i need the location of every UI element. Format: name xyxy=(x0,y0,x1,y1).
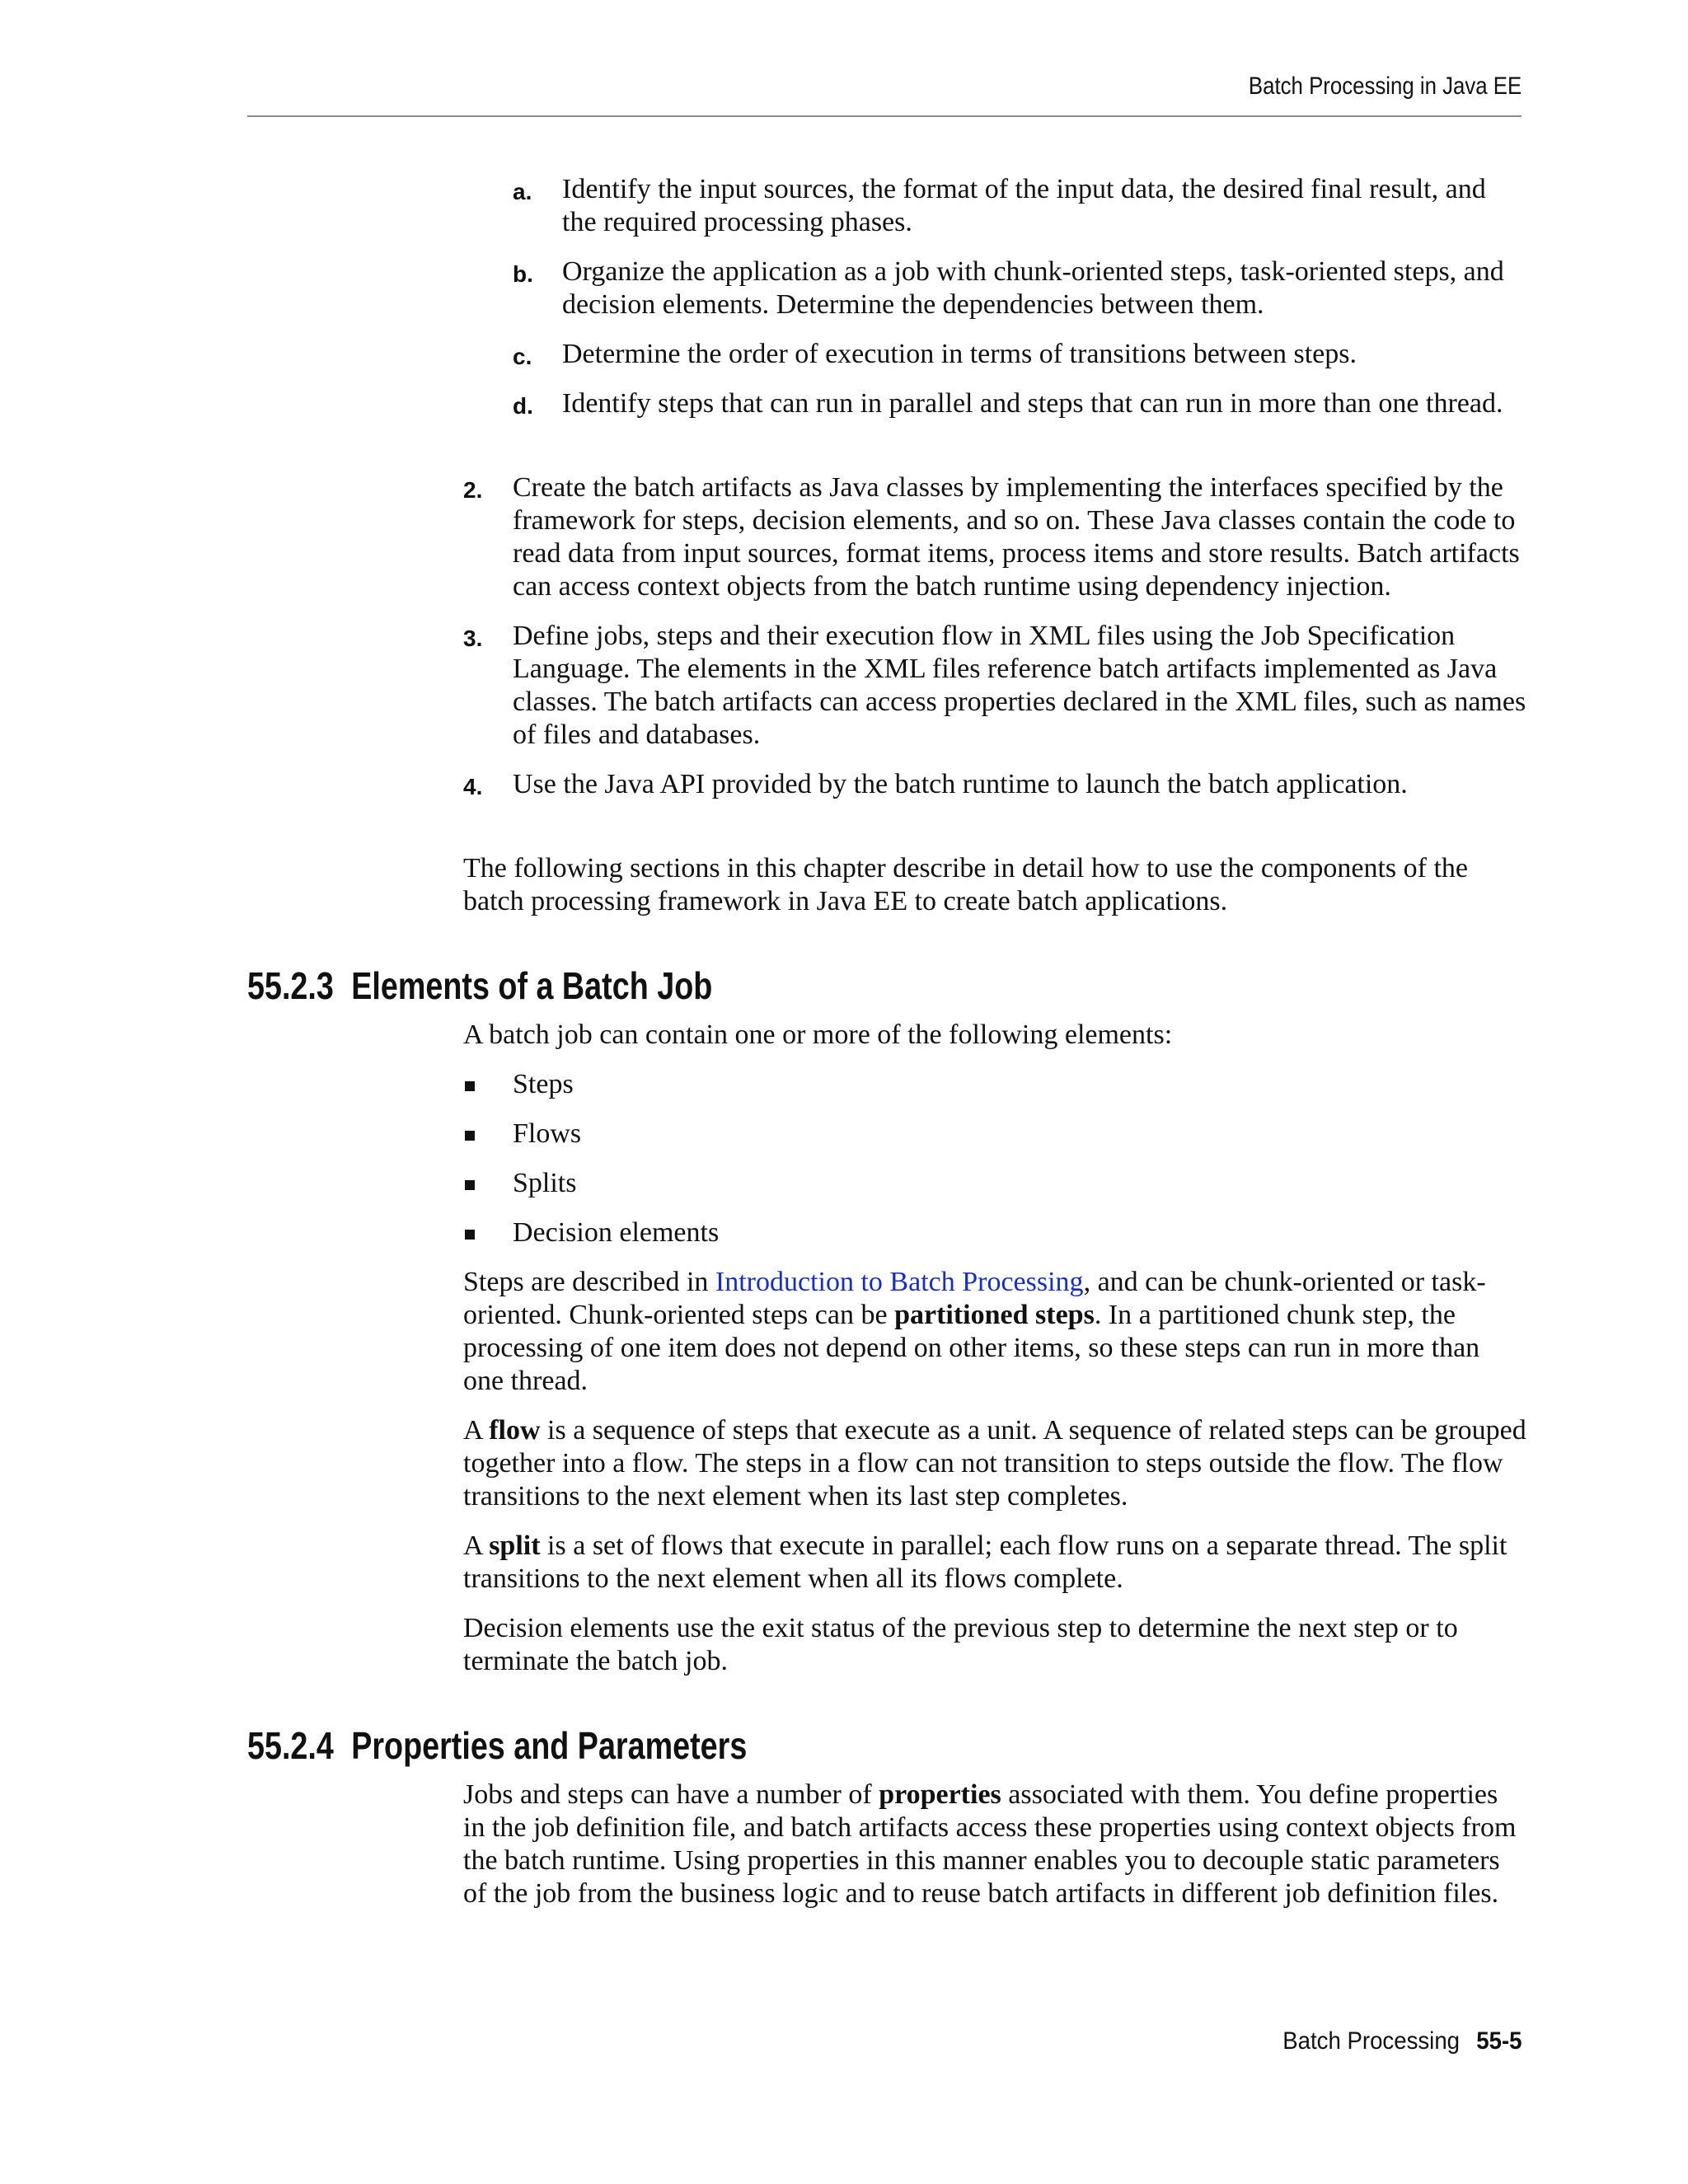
bold-term: partitioned steps xyxy=(894,1300,1095,1330)
list-marker: a. xyxy=(513,179,532,204)
bullet-icon xyxy=(465,1180,475,1190)
step-list xyxy=(463,471,1526,818)
section-number: 55.2.4 xyxy=(247,1724,334,1767)
list-item-text: Identify the input sources, the format of the input data, the desired final result, and the required processing phases. xyxy=(562,174,1486,237)
section-lead: A batch job can contain one or more of the following elements: xyxy=(463,1019,1173,1050)
text-run: is a sequence of steps that execute as a unit. A sequence of related steps can be grouped together into a flow. The steps in a flow can not transition to steps outside the flow. The flow transitions to the next element when its last step completes. xyxy=(463,1415,1526,1511)
section-number: 55.2.3 xyxy=(247,964,334,1007)
list-marker: d. xyxy=(513,393,533,419)
text-run: Steps are described in xyxy=(463,1267,715,1297)
section-title: Properties and Parameters xyxy=(351,1724,748,1767)
list-item-text: Identify steps that can run in parallel and steps that can run in more than one thread. xyxy=(562,388,1503,419)
text-run: Jobs and steps can have a number of xyxy=(463,1779,879,1810)
list-item xyxy=(463,768,1526,801)
list-marker: 3. xyxy=(463,626,483,651)
section-heading-properties xyxy=(247,1722,747,1769)
text-run: A xyxy=(463,1415,490,1446)
list-item-text: Use the Java API provided by the batch runtime to launch the batch application. xyxy=(513,769,1408,799)
steps-paragraph xyxy=(463,1266,1526,1398)
list-item xyxy=(463,1068,1526,1118)
list-item xyxy=(513,338,1526,371)
list-item xyxy=(463,1216,1526,1266)
bullet-icon xyxy=(465,1081,475,1091)
decision-paragraph: Decision elements use the exit status of the previous step to determine the next step or to terminate the batch job. xyxy=(463,1613,1458,1676)
text-run: . In a partitioned chunk step, the processing of one item does not depend on other items, so these steps can run in more than one thread. xyxy=(463,1300,1480,1396)
element-bullet-list xyxy=(463,1068,1526,1266)
list-item xyxy=(463,620,1526,752)
flow-paragraph xyxy=(463,1414,1526,1513)
text-run: associated with them. You define properties in the job definition file, and batch artifacts access these properties using context objects from the batch runtime. Using properties in this manner enables you to decouple static parameters of the job from the business logic and to reuse batch artifacts in different job definition files. xyxy=(463,1779,1517,1909)
list-item xyxy=(463,1118,1526,1167)
list-marker: b. xyxy=(513,261,533,287)
list-item xyxy=(513,173,1526,239)
bold-term: flow xyxy=(489,1415,541,1446)
text-run: , and can be chunk-oriented or task-oriented. Chunk-oriented steps can be xyxy=(463,1267,1486,1330)
list-item-text: Decision elements xyxy=(513,1217,720,1248)
section-heading-elements xyxy=(247,963,712,1009)
list-item-text: Define jobs, steps and their execution flow in XML files using the Job Specification Language. The elements in the XML files reference batch artifacts implemented as Java classes. The batch artifacts can access properties declared in the XML files, such as names of files and databases. xyxy=(513,621,1526,750)
list-marker: c. xyxy=(513,344,532,369)
bullet-icon xyxy=(465,1230,475,1240)
list-item xyxy=(513,387,1526,420)
list-item-text: Splits xyxy=(513,1168,577,1198)
list-item xyxy=(513,255,1526,321)
list-item-text: Organize the application as a job with chunk-oriented steps, task-oriented steps, and decision elements. Determine the dependencies between them. xyxy=(562,256,1504,320)
list-item-text: Flows xyxy=(513,1118,582,1149)
footer-chapter: Batch Processing xyxy=(1282,2027,1460,2055)
list-item-text: Determine the order of execution in terms of transitions between steps. xyxy=(562,339,1357,369)
section-title: Elements of a Batch Job xyxy=(351,964,713,1007)
split-paragraph xyxy=(463,1530,1526,1596)
bold-term: properties xyxy=(879,1779,1001,1810)
properties-paragraph xyxy=(463,1779,1526,1910)
bullet-icon xyxy=(465,1131,475,1141)
list-item-text: Create the batch artifacts as Java classes by implementing the interfaces specified by the framework for steps, decision elements, and so on. These Java classes contain the code to read data from input sources, format items, process items and store results. Batch artifacts can access context objects from the batch runtime using dependency injection. xyxy=(513,472,1520,602)
list-item-text: Steps xyxy=(513,1069,574,1099)
list-item xyxy=(463,471,1526,603)
substep-list xyxy=(513,173,1526,437)
page-number: 55-5 xyxy=(1475,2027,1522,2055)
running-footer xyxy=(1282,2027,1522,2055)
list-marker: 4. xyxy=(463,774,483,799)
text-run: A xyxy=(463,1530,490,1561)
running-header: Batch Processing in Java EE xyxy=(1248,73,1522,100)
text-run: is a set of flows that execute in parallel; each flow runs on a separate thread. The split transitions to the next element when all its flows complete. xyxy=(463,1530,1507,1594)
introduction-link[interactable]: Introduction to Batch Processing xyxy=(715,1267,1084,1297)
list-item xyxy=(463,1167,1526,1216)
header-rule xyxy=(247,115,1522,117)
list-marker: 2. xyxy=(463,477,483,503)
bold-term: split xyxy=(489,1530,541,1561)
intro-paragraph: The following sections in this chapter describe in detail how to use the components of the batch processing framework in Java EE to create batch applications. xyxy=(463,853,1468,916)
